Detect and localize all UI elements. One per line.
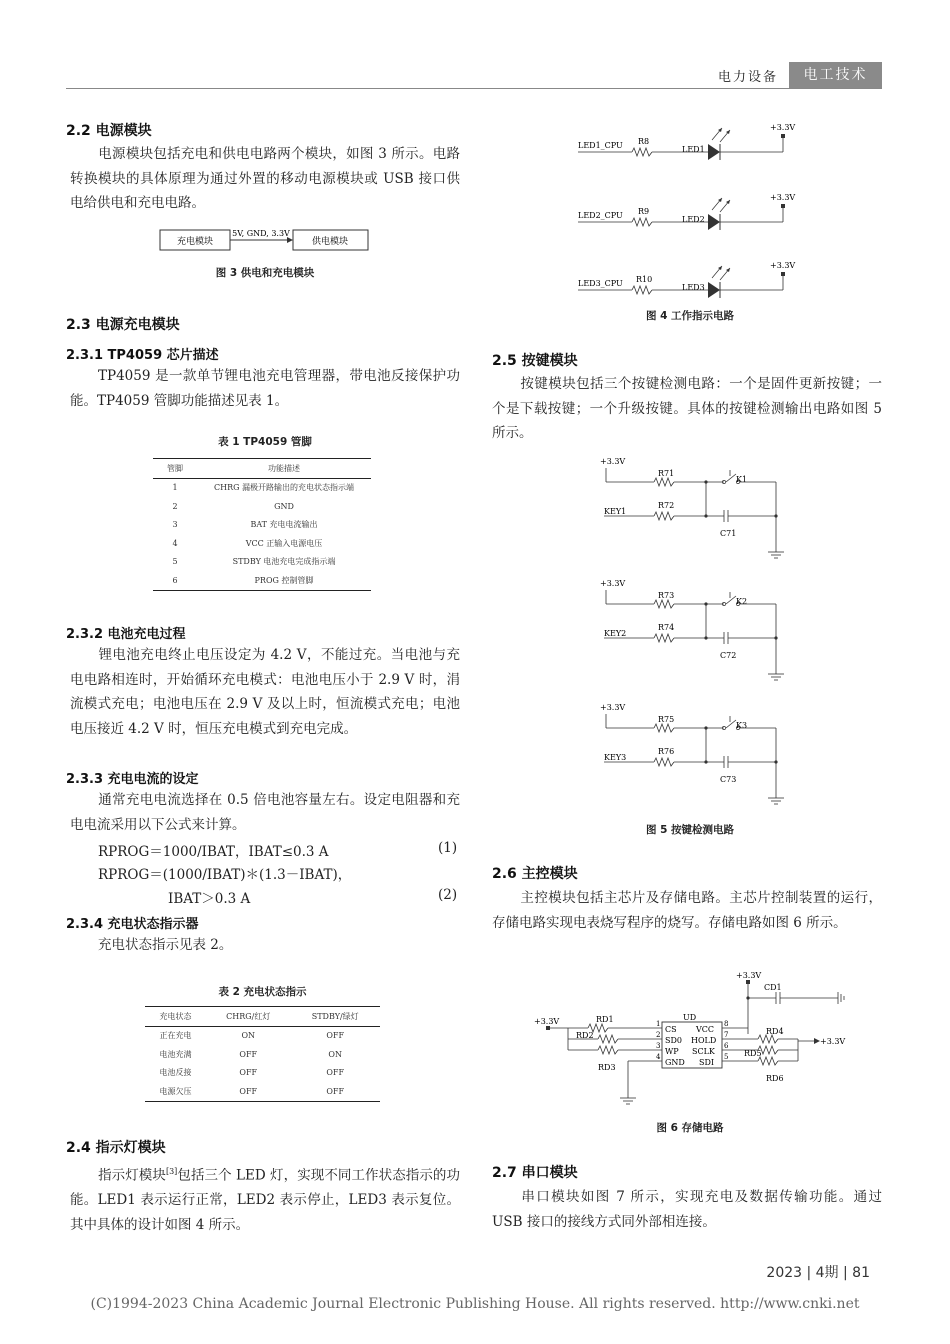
svg-text:C72: C72: [720, 651, 737, 660]
svg-text:R76: R76: [658, 747, 675, 756]
section-2-3-2-title: 2.3.2 电池充电过程: [66, 627, 186, 642]
led-row-3: [578, 261, 795, 298]
svg-text:RD1: RD1: [596, 1015, 614, 1024]
table-row: 6 PROG 控制管脚: [153, 571, 371, 590]
svg-text:5: 5: [724, 1053, 729, 1061]
figure-3-block-diagram: [150, 224, 380, 258]
table-1-header-pin: 管脚: [153, 459, 197, 479]
svg-text:LED2_CPU: LED2_CPU: [578, 211, 623, 220]
section-2-4-title: 2.4 指示灯模块: [66, 1140, 166, 1156]
table-1-header-desc: 功能描述: [197, 459, 371, 479]
svg-text:K2: K2: [736, 597, 748, 606]
table-1: [153, 458, 371, 591]
table-2-header-chrg: CHRG/红灯: [206, 1007, 290, 1027]
table-row: 正在充电 ON OFF: [159, 1031, 345, 1041]
svg-text:WP: WP: [665, 1047, 679, 1056]
svg-text:+3.3V: +3.3V: [534, 1017, 560, 1026]
svg-text:+3.3V: +3.3V: [736, 971, 762, 980]
table-row: 1 CHRG 漏极开路输出的充电状态指示端: [172, 483, 355, 493]
svg-text:RD6: RD6: [766, 1074, 784, 1083]
svg-text:KEY2: KEY2: [604, 629, 627, 638]
section-2-3-1-paragraph: TP4059 是一款单节锂电池充电管理器，带电池反接保护功能。TP4059 管脚功能描述见表 1。: [70, 368, 460, 409]
table-row: 电源欠压 OFF OFF: [145, 1082, 380, 1101]
svg-text:LED3_CPU: LED3_CPU: [578, 279, 623, 288]
svg-text:8: 8: [724, 1020, 729, 1028]
svg-text:UD: UD: [683, 1013, 697, 1022]
section-2-3-2-paragraph: 锂电池充电终止电压设定为 4.2 V，不能过充。当电池与充电电路相连时，开始循环充电模式：电池电压小于 2.9 V 时，涓流模式充电；电池电压在 2.9 V 及以上时，恒流模式充电；电池电压接近 4.2 V 时，恒压充电模式到充电完成。: [70, 647, 460, 737]
svg-text:R8: R8: [638, 137, 650, 146]
section-2-7-paragraph: 串口模块如图 7 所示，实现充电及数据传输功能。通过 USB 接口的接线方式同外部相连接。: [492, 1189, 882, 1230]
svg-text:R74: R74: [658, 623, 675, 632]
section-2-2-paragraph: 电源模块包括充电和供电电路两个模块，如图 3 所示。电路转换模块的具体原理为通过外置的移动电源模块或 USB 接口供电给供电和充电电路。: [70, 146, 460, 211]
svg-text:2: 2: [656, 1031, 661, 1039]
svg-text:R10: R10: [636, 275, 653, 284]
arrow-label: 5V, GND, 3.3V: [232, 229, 290, 238]
table-row: 4 VCC 正输入电源电压: [172, 538, 323, 548]
svg-text:KEY1: KEY1: [604, 507, 627, 516]
header-rule: [66, 88, 882, 89]
svg-text:+3.3V: +3.3V: [770, 193, 796, 202]
page-number: 2023 | 4期 | 81: [766, 1265, 870, 1281]
journal-section-label: 电力设备: [718, 70, 779, 85]
power-supply-module-label: 供电模块: [311, 237, 349, 247]
svg-text:3: 3: [656, 1042, 661, 1050]
citation-ref[interactable]: [3]: [165, 1167, 178, 1176]
section-2-3-4-title: 2.3.4 充电状态指示器: [66, 917, 199, 932]
svg-text:CD1: CD1: [764, 983, 782, 992]
svg-text:VCC: VCC: [696, 1025, 715, 1034]
section-2-3-1-title: 2.3.1 TP4059 芯片描述: [66, 348, 219, 363]
section-2-3-4-paragraph: 充电状态指示见表 2。: [98, 937, 233, 953]
svg-text:R71: R71: [658, 469, 675, 478]
svg-text:+3.3V: +3.3V: [600, 703, 626, 712]
svg-text:+3.3V: +3.3V: [820, 1037, 846, 1046]
table-2-header-state: 充电状态: [145, 1007, 206, 1027]
figure-4-caption: 图 4 工作指示电路: [645, 310, 735, 322]
figure-4-led-circuit: [570, 118, 810, 304]
table-1-caption: 表 1 TP4059 管脚: [218, 436, 312, 448]
section-2-7-title: 2.7 串口模块: [492, 1165, 578, 1181]
section-2-3-3-title: 2.3.3 充电电流的设定: [66, 772, 199, 787]
svg-text:+3.3V: +3.3V: [770, 261, 796, 270]
svg-text:R75: R75: [658, 715, 675, 724]
table-2-caption: 表 2 充电状态指示: [218, 986, 307, 998]
svg-text:LED3: LED3: [682, 283, 705, 292]
key-block-2: [600, 579, 784, 680]
figure-5-caption: 图 5 按键检测电路: [645, 824, 735, 836]
table-2-header-stdby: STDBY/绿灯: [290, 1007, 380, 1027]
equation-2-line-1: RPROG＝(1000/IBAT)＊(1.3－IBAT)，: [98, 867, 352, 883]
section-2-4-paragraph: 指示灯模块[3]包括三个 LED 灯，实现不同工作状态指示的功能。LED1 表示运行正常，LED2 表示停止，LED3 表示复位。其中具体的设计如图 4 所示。: [70, 1167, 461, 1233]
figure-6-caption: 图 6 存储电路: [656, 1122, 724, 1134]
equation-2-number: (2): [438, 887, 458, 903]
table-row: 2 GND: [172, 501, 294, 511]
svg-text:LED1: LED1: [682, 145, 705, 154]
table-row: 电池充满 OFF ON: [159, 1049, 342, 1059]
charging-module-label: 充电模块: [176, 237, 214, 247]
section-2-6-title: 2.6 主控模块: [492, 866, 578, 882]
table-row: 电池反接 OFF OFF: [159, 1068, 345, 1078]
figure-6-storage-circuit: [528, 966, 858, 1110]
equation-1-number: (1): [438, 840, 458, 856]
section-2-3-title: 2.3 电源充电模块: [66, 317, 180, 333]
svg-text:RD3: RD3: [598, 1063, 616, 1072]
svg-text:SDI: SDI: [699, 1058, 715, 1067]
svg-text:6: 6: [724, 1042, 729, 1050]
svg-text:KEY3: KEY3: [604, 753, 627, 762]
section-2-6-paragraph: 主控模块包括主芯片及存储电路。主芯片控制装置的运行，存储电路实现电表烧写程序的烧写。存储电路如图 6 所示。: [492, 890, 882, 931]
svg-text:+3.3V: +3.3V: [600, 579, 626, 588]
svg-text:CS: CS: [665, 1025, 677, 1034]
svg-text:K3: K3: [736, 721, 748, 730]
svg-text:LED2: LED2: [682, 215, 705, 224]
svg-text:HOLD: HOLD: [691, 1036, 717, 1045]
svg-text:+3.3V: +3.3V: [770, 123, 796, 132]
svg-text:SCLK: SCLK: [692, 1047, 715, 1056]
figure-5-key-circuit: [596, 452, 796, 816]
svg-text:4: 4: [656, 1053, 661, 1061]
svg-text:K1: K1: [736, 475, 748, 484]
svg-text:RD5: RD5: [744, 1049, 762, 1058]
led-row-1: [578, 123, 795, 160]
section-2-2-title: 2.2 电源模块: [66, 123, 152, 139]
table-row: 3 BAT 充电电流输出: [172, 520, 318, 530]
svg-text:7: 7: [724, 1031, 729, 1039]
copyright-footer: (C)1994-2023 China Academic Journal Electronic Publishing House. All rights reserved. http://www.cnki.net: [90, 1296, 860, 1312]
svg-text:1: 1: [656, 1020, 661, 1028]
svg-text:RD4: RD4: [766, 1027, 784, 1036]
table-row: 5 STDBY 电池充电完成指示端: [172, 557, 336, 567]
equation-1: RPROG＝1000/IBAT，IBAT≤0.3 A: [98, 844, 329, 860]
equation-2-line-2: IBAT＞0.3 A: [168, 891, 251, 907]
key-block-1: [600, 457, 784, 558]
svg-text:SD0: SD0: [665, 1036, 682, 1045]
svg-text:R9: R9: [638, 207, 650, 216]
section-2-3-3-paragraph: 通常充电电流选择在 0.5 倍电池容量左右。设定电阻器和充电电流采用以下公式来计算。: [70, 792, 460, 833]
svg-text:RD2: RD2: [576, 1031, 594, 1040]
svg-text:LED1_CPU: LED1_CPU: [578, 141, 623, 150]
svg-text:R73: R73: [658, 591, 675, 600]
svg-text:GND: GND: [665, 1058, 685, 1067]
svg-text:+3.3V: +3.3V: [600, 457, 626, 466]
figure-3-caption: 图 3 供电和充电模块: [215, 267, 315, 279]
journal-section-badge: 电工技术: [789, 62, 882, 88]
svg-text:C71: C71: [720, 529, 737, 538]
section-2-5-paragraph: 按键模块包括三个按键检测电路：一个是固件更新按键；一个是下载按键；一个升级按键。具体的按键检测输出电路如图 5 所示。: [492, 376, 882, 441]
svg-text:R72: R72: [658, 501, 675, 510]
table-2: [145, 1006, 380, 1102]
svg-text:C73: C73: [720, 775, 737, 784]
led-row-2: [578, 193, 795, 230]
key-block-3: [600, 703, 784, 804]
section-2-5-title: 2.5 按键模块: [492, 353, 578, 369]
